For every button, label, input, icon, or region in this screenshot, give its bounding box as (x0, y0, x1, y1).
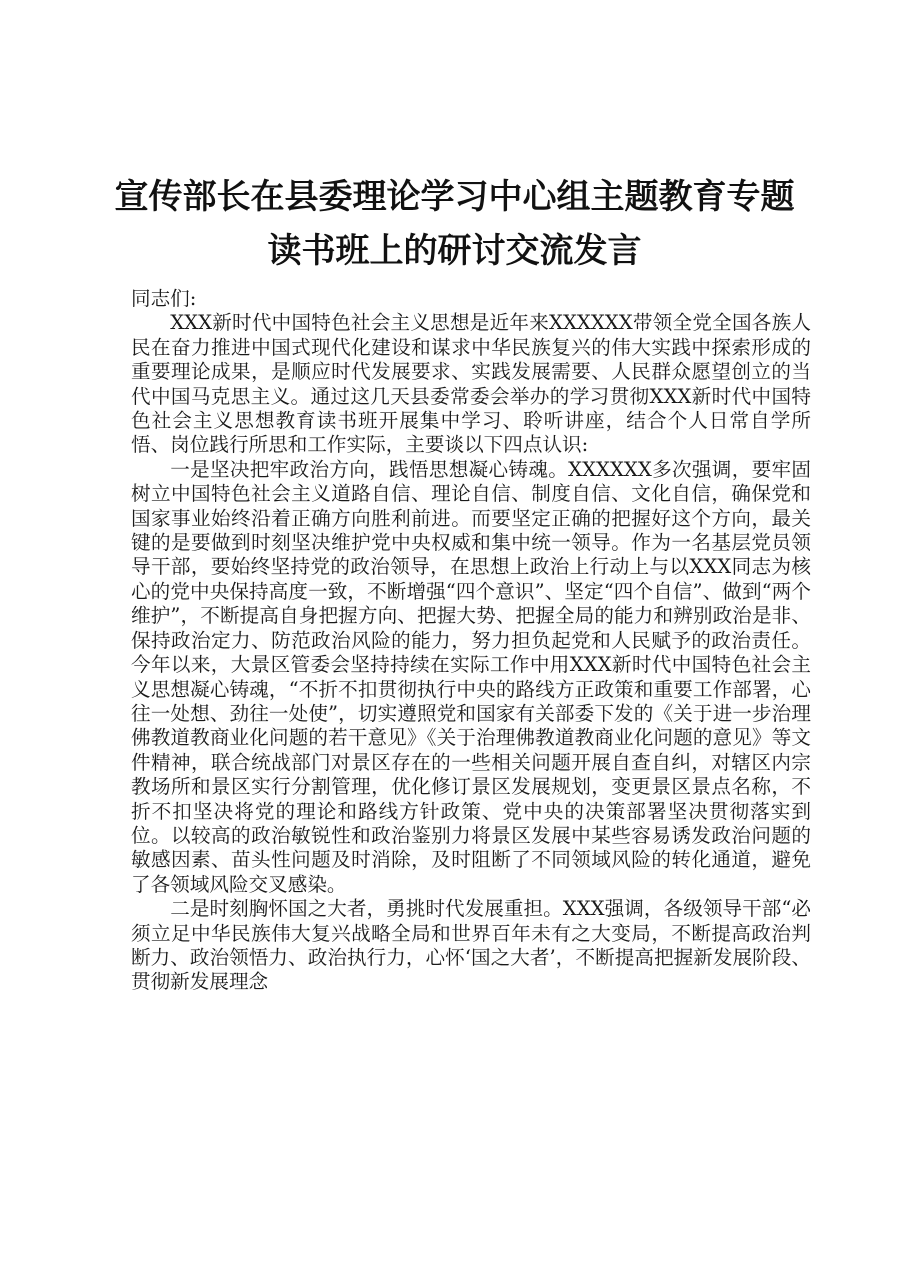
document-title-line-1: 宣传部长在县委理论学习中心组主题教育专题 (114, 177, 795, 217)
paragraph-point-one: 一是坚决把牢政治方向，践悟思想凝心铸魂。XXXXXX多次强调，要牢固树立中国特色社会主义道路自信、理论自信、制度自信、文化自信，确保党和国家事业始终沿着正确方向胜利前进。而要坚定正确的把握好这个方向，最关键的是要做到时刻坚决维护党中央权威和集中统一领导。作为一名基层党员领导干部，要始终坚持党的政治领导，在思想上政治上行动上与以XXX同志为核心的党中央保持高度一致，不断增强“四个意识”、坚定“四个自信”、做到“两个维护”，不断提高自身把握方向、把握大势、把握全局的能力和辨别政治是非、保持政治定力、防范政治风险的能力，努力担负起党和人民赋予的政治责任。今年以来，大景区管委会坚持持续在实际工作中用XXX新时代中国特色社会主义思想凝心铸魂，“不折不扣贯彻执行中央的路线方正政策和重要工作部署，心往一处想、劲往一处使”，切实遵照党和国家有关部委下发的《关于进一步治理佛教道教商业化问题的若干意见》《关于治理佛教道教商业化问题的意见》等文件精神，联合统战部门对景区存在的一些相关问题开展自查自纠，对辖区内宗教场所和景区实行分割管理，优化修订景区发展规划，变更景区景点名称，不折不扣坚决将党的理论和路线方针政策、党中央的决策部署坚决贯彻落实到位。以较高的政治敏锐性和政治鉴别力将景区发展中某些容易诱发政治问题的敏感因素、苗头性问题及时消除，及时阻断了不同领域风险的转化通道，避免了各领域风险交叉感染。 (131, 457, 811, 896)
paragraph-intro: XXX新时代中国特色社会主义思想是近年来XXXXXX带领全党全国各族人民在奋力推进中国式现代化建设和谋求中华民族复兴的伟大实践中探索形成的重要理论成果，是顺应时代发展要求、实践发展需要、人民群众愿望创立的当代中国马克思主义。通过这几天县委常委会举办的学习贯彻XXX新时代中国特色社会主义思想教育读书班开展集中学习、聆听讲座，结合个人日常自学所悟、岗位践行所思和工作实际，主要谈以下四点认识: (131, 311, 811, 457)
document-body (131, 287, 811, 995)
document-title-line-2: 读书班上的研讨交流发言 (267, 231, 642, 271)
paragraph-point-two: 二是时刻胸怀国之大者，勇挑时代发展重担。XXX强调，各级领导干部“必须立足中华民族伟大复兴战略全局和世界百年未有之大变局，不断提高政治判断力、政治领悟力、政治执行力，心怀‘国之大者’，不断提高把握新发展阶段、贯彻新发展理念 (131, 897, 811, 994)
salutation: 同志们: (131, 287, 197, 310)
